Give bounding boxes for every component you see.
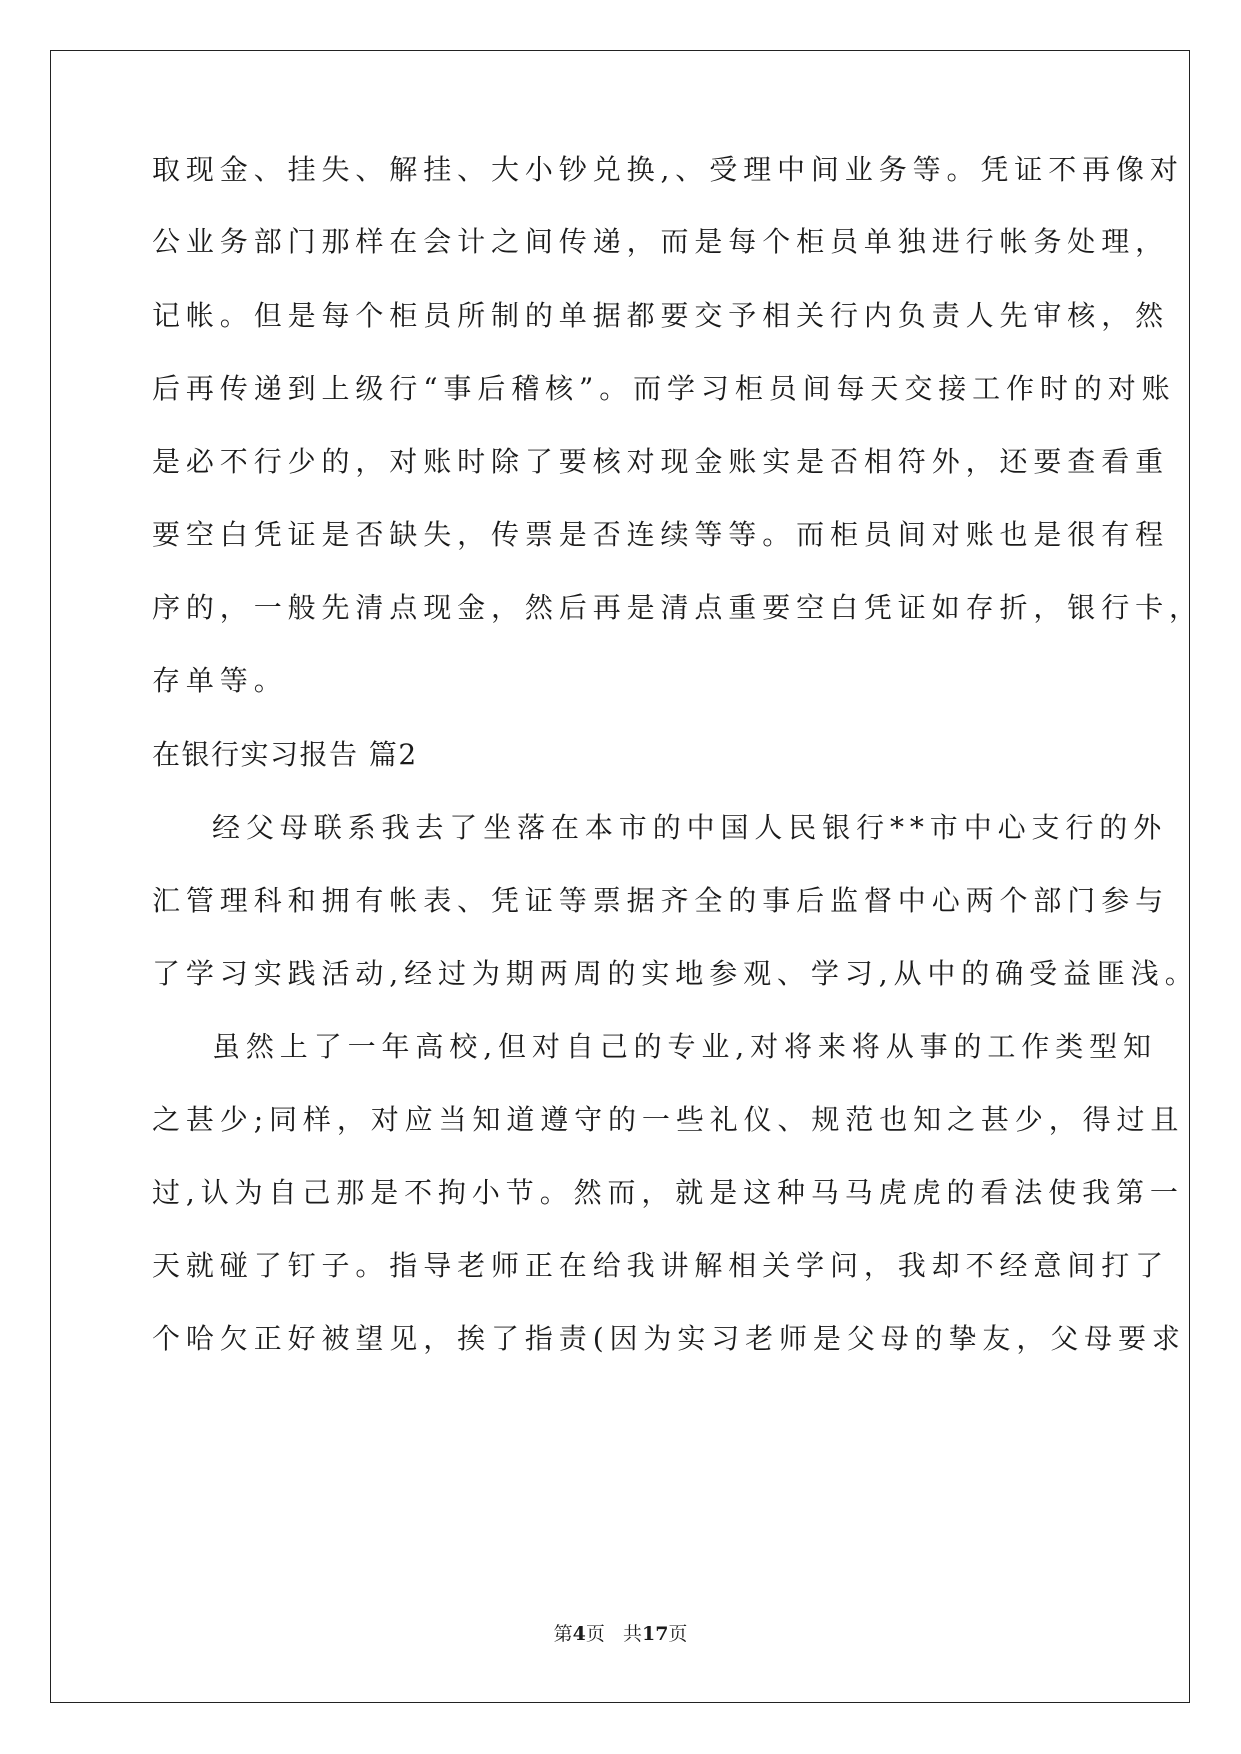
paragraph-1-line-8: 存单等。 [152,664,288,697]
footer-page-suffix: 页 [585,1623,605,1645]
footer-total-pages: 17 [641,1623,669,1645]
paragraph-3-line-4: 天就碰了钉子。指导老师正在给我讲解相关学问，我却不经意间打了 [152,1249,1170,1282]
footer-total-suffix: 页 [668,1623,688,1645]
footer-current-page: 4 [572,1623,586,1645]
footer-page-prefix: 第 [553,1623,573,1645]
paragraph-3-line-2: 之甚少;同样，对应当知道遵守的一些礼仪、规范也知之甚少，得过且 [152,1103,1185,1136]
paragraph-1-line-2: 公业务部门那样在会计之间传递，而是每个柜员单独进行帐务处理， [152,225,1170,258]
paragraph-1-line-7: 序的，一般先清点现金，然后再是清点重要空白凭证如存折，银行卡， [152,591,1203,624]
section-heading: 在银行实习报告 篇2 [152,738,418,771]
paragraph-3-line-5: 个哈欠正好被望见，挨了指责(因为实习老师是父母的挚友，父母要求 [152,1322,1186,1355]
paragraph-1-line-5: 是必不行少的，对账时除了要核对现金账实是否相符外，还要查看重 [152,445,1170,478]
paragraph-1-line-6: 要空白凭证是否缺失，传票是否连续等等。而柜员间对账也是很有程 [152,518,1170,551]
paragraph-2-line-1: 经父母联系我去了坐落在本市的中国人民银行**市中心支行的外 [212,811,1168,844]
paragraph-3-line-1: 虽然上了一年高校,但对自己的专业,对将来将从事的工作类型知 [212,1030,1157,1063]
paragraph-2-line-3: 了学习实践活动,经过为期两周的实地参观、学习,从中的确受益匪浅。 [152,957,1199,990]
page-number-footer [0,1622,1241,1646]
paragraph-1-line-3: 记帐。但是每个柜员所制的单据都要交予相关行内负责人先审核，然 [152,299,1170,332]
footer-total-prefix: 共 [622,1623,642,1645]
paragraph-1-line-4: 后再传递到上级行“事后稽核”。而学习柜员间每天交接工作时的对账 [152,372,1176,405]
paragraph-2-line-2: 汇管理科和拥有帐表、凭证等票据齐全的事后监督中心两个部门参与 [152,884,1170,917]
paragraph-3-line-3: 过,认为自己那是不拘小节。然而，就是这种马马虎虎的看法使我第一 [152,1176,1184,1209]
paragraph-1-line-1: 取现金、挂失、解挂、大小钞兑换,、受理中间业务等。凭证不再像对 [152,153,1184,186]
